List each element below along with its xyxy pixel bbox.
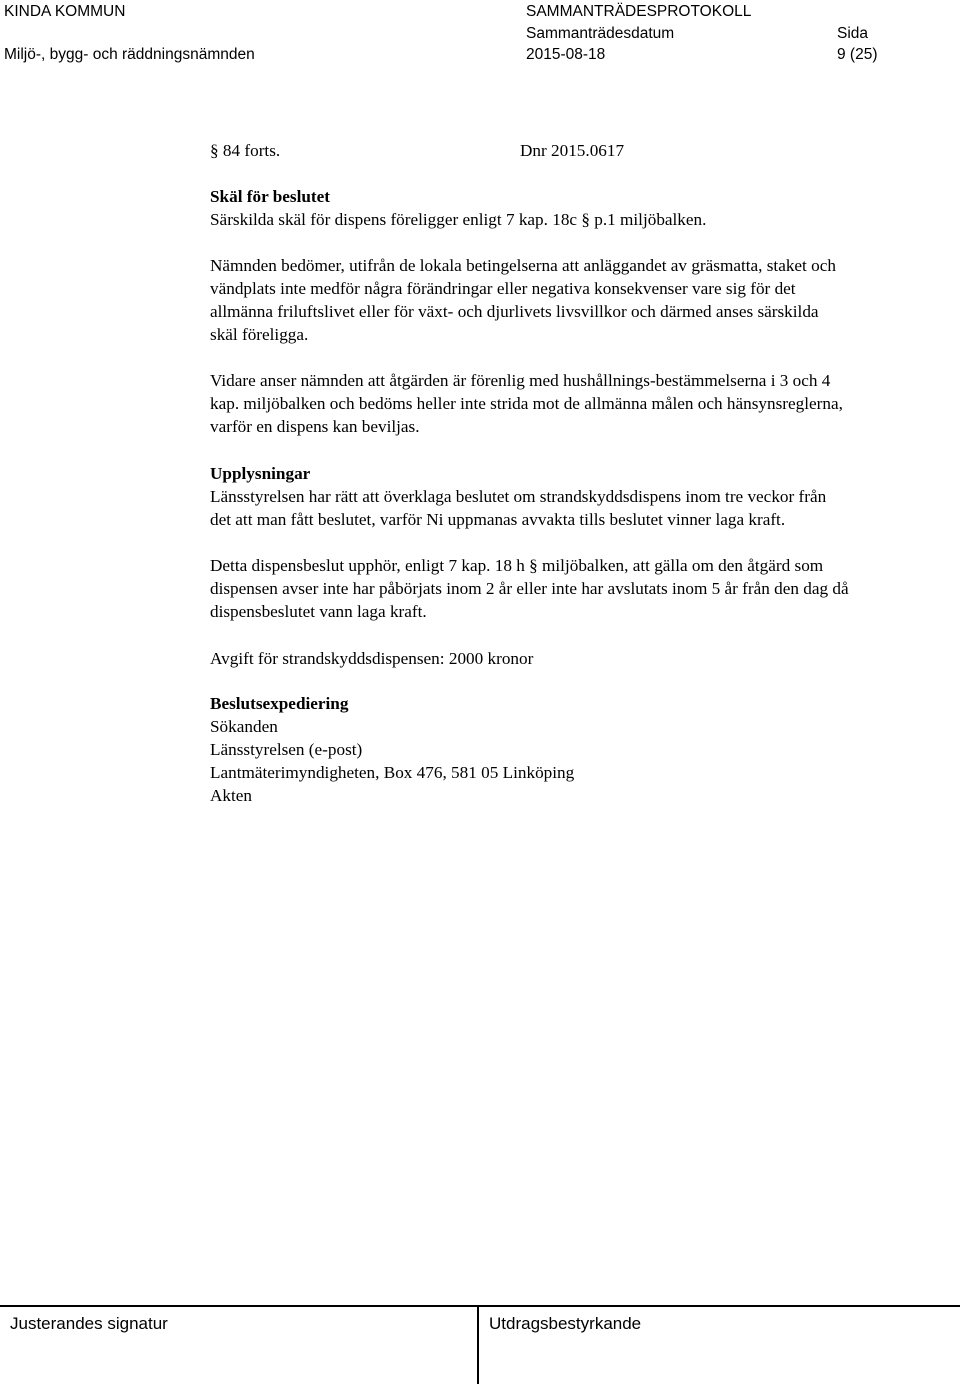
reasons-heading: Skäl för beslutet [210, 187, 331, 206]
doc-type: SAMMANTRÄDESPROTOKOLL [526, 3, 752, 20]
dispatch-recipient: Lantmäterimyndigheten, Box 476, 581 05 Linköping [210, 763, 575, 782]
info-section [210, 462, 958, 531]
fee-line: Avgift för strandskyddsdispensen: 2000 kronor [210, 649, 534, 668]
reasons-section [210, 185, 958, 231]
info-line: Länsstyrelsen har rätt att överklaga beslutet om strandskyddsdispens inom tre veckor från [210, 487, 827, 506]
paragraph-line: dispensen avser inte har påbörjats inom 2 år eller inte har avslutats inom 5 år från den dag då [210, 579, 849, 598]
paragraph-line: vändplats inte medför några förändringar eller negativa konsekvenser vare sig för det [210, 279, 796, 298]
assessment-paragraph [210, 254, 958, 346]
page-number: 9 (25) [837, 46, 878, 63]
paragraph-line: dispensbeslutet vann laga kraft. [210, 602, 427, 621]
signature-box [0, 1305, 479, 1384]
dispatch-section [210, 692, 958, 807]
dispatch-recipient: Länsstyrelsen (e-post) [210, 740, 363, 759]
info-line: det att man fått beslutet, varför Ni uppmanas avvakta tills beslutet vinner laga kraft. [210, 510, 786, 529]
paragraph-line: skäl föreligga. [210, 325, 309, 344]
page-label: Sida [837, 25, 869, 42]
paragraph-line: allmänna friluftslivet eller för växt- och djurlivets livsvillkor och därmed anses särskilda [210, 302, 819, 321]
dispatch-recipient: Sökanden [210, 717, 278, 736]
dispatch-heading: Beslutsexpediering [210, 694, 349, 713]
validity-paragraph [210, 554, 958, 623]
paragraph-line: kap. miljöbalken och bedöms heller inte strida mot de allmänna målen och hänsynsreglerna, [210, 394, 843, 413]
case-dnr: Dnr 2015.0617 [520, 141, 625, 160]
compliance-paragraph [210, 369, 958, 438]
info-heading: Upplysningar [210, 464, 311, 483]
date-label: Sammanträdesdatum [526, 25, 675, 42]
reasons-line: Särskilda skäl för dispens föreligger enligt 7 kap. 18c § p.1 miljöbalken. [210, 210, 707, 229]
signature-label: Justerandes signatur [10, 1314, 168, 1333]
case-section: § 84 forts. [210, 141, 281, 160]
committee-name: Miljö-, bygg- och räddningsnämnden [4, 46, 255, 63]
dispatch-recipient: Akten [210, 786, 253, 805]
paragraph-line: Vidare anser nämnden att åtgärden är förenlig med hushållnings-bestämmelserna i 3 och 4 [210, 371, 831, 390]
certification-label: Utdragsbestyrkande [489, 1314, 642, 1333]
certification-box [479, 1305, 960, 1384]
paragraph-line: Nämnden bedömer, utifrån de lokala betingelserna att anläggandet av gräsmatta, staket och [210, 256, 836, 275]
paragraph-line: varför en dispens kan beviljas. [210, 417, 420, 436]
paragraph-line: Detta dispensbeslut upphör, enligt 7 kap. 18 h § miljöbalken, att gälla om den åtgärd som [210, 556, 824, 575]
org-name: KINDA KOMMUN [4, 3, 126, 20]
meeting-date: 2015-08-18 [526, 46, 606, 63]
